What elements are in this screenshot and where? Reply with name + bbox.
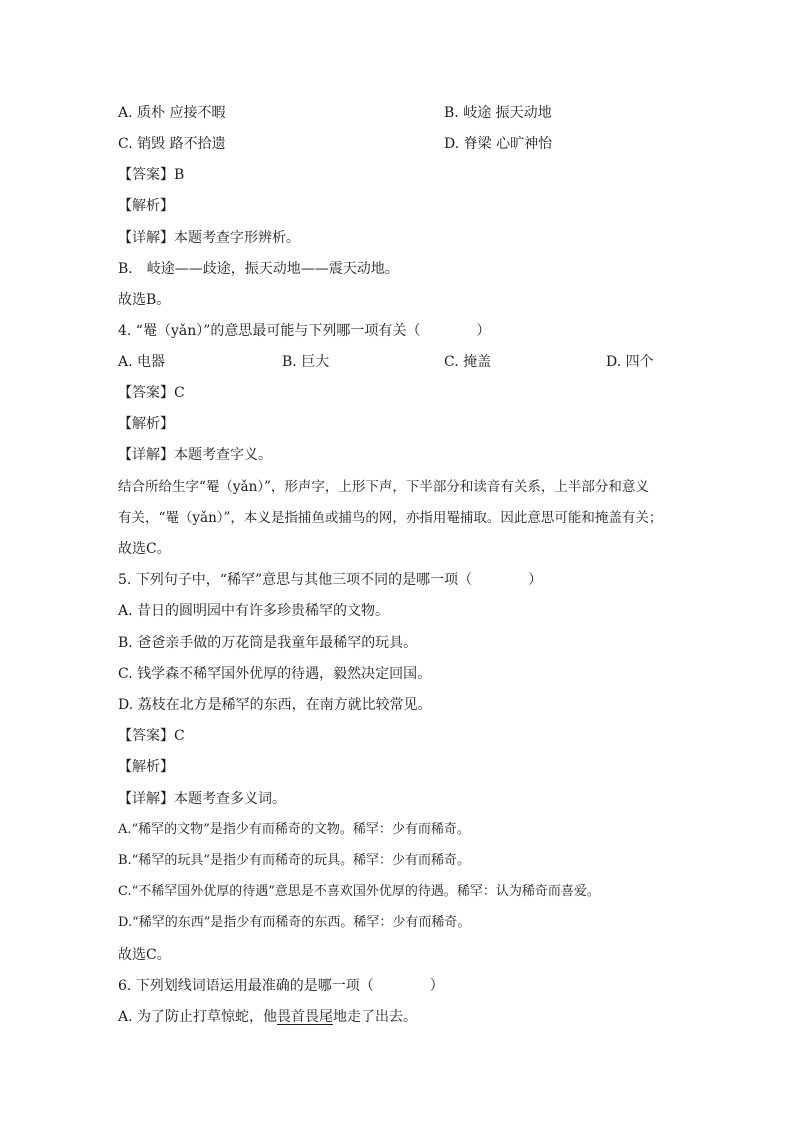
q5-option-d: D. 荔枝在北方是稀罕的东西，在南方就比较常见。 xyxy=(118,697,432,713)
q4-conclusion: 故选C。 xyxy=(118,541,171,557)
q5-explanation-a: A.“稀罕的文物”是指少有而稀奇的文物。稀罕：少有而稀奇。 xyxy=(118,822,470,837)
q5-explanation-d: D.“稀罕的东西”是指少有而稀奇的东西。稀罕：少有而稀奇。 xyxy=(118,915,471,930)
q3-explanation: B． 岐途——歧途，振天动地——震天动地。 xyxy=(118,261,399,277)
q3-option-a: A. 质朴 应接不暇 xyxy=(118,105,226,121)
q6-question: 6. 下列划线词语运用最准确的是哪一项（ ） xyxy=(118,978,444,994)
q6-option-a xyxy=(118,1008,417,1026)
q5-question: 5. 下列句子中，“稀罕”意思与其他三项不同的是哪一项（ ） xyxy=(118,572,543,588)
q3-option-d: D. 脊梁 心旷神怡 xyxy=(444,136,553,152)
q4-explanation-line2: 有关，“罨（yǎn）”，本义是指捕鱼或捕鸟的网，亦指用罨捕取。因此意思可能和掩盖有关； xyxy=(118,510,663,526)
q4-option-d: D. 四个 xyxy=(606,354,654,370)
q4-explanation-line1: 结合所给生字“罨（yǎn）”，形声字，上形下声，下半部分和读音有关系，上半部分和意义 xyxy=(118,479,649,495)
q5-answer: 【答案】C xyxy=(118,728,185,744)
q5-detail: 【详解】本题考查多义词。 xyxy=(118,791,286,807)
q3-detail: 【详解】本题考查字形辨析。 xyxy=(118,230,300,246)
q3-conclusion: 故选B。 xyxy=(118,292,171,308)
q6-option-a-suffix: 地走了出去。 xyxy=(333,1009,418,1025)
q4-option-b: B. 巨大 xyxy=(282,354,330,370)
q4-question: 4. “罨（yǎn）”的意思最可能与下列哪一项有关（ ） xyxy=(118,323,491,339)
q4-option-c: C. 掩盖 xyxy=(444,354,492,370)
q5-explanation-c: C.“不稀罕国外优厚的待遇”意思是不喜欢国外优厚的待遇。稀罕：认为稀奇而喜爱。 xyxy=(118,884,600,899)
q6-option-a-prefix: A. 为了防止打草惊蛇，他 xyxy=(118,1009,278,1025)
q5-option-c: C. 钱学森不稀罕国外优厚的待遇，毅然决定回国。 xyxy=(118,666,432,682)
q4-analysis-heading: 【解析】 xyxy=(118,416,174,432)
q3-option-c: C. 销毁 路不拾遗 xyxy=(118,136,226,152)
q4-detail: 【详解】本题考查字义。 xyxy=(118,447,272,463)
q5-option-b: B. 爸爸亲手做的万花筒是我童年最稀罕的玩具。 xyxy=(118,635,418,651)
q5-option-a: A. 昔日的圆明园中有许多珍贵稀罕的文物。 xyxy=(118,603,390,619)
q5-conclusion: 故选C。 xyxy=(118,947,171,963)
q3-option-b: B. 岐途 振天动地 xyxy=(444,105,552,121)
q3-answer: 【答案】B xyxy=(118,167,185,183)
q3-analysis-heading: 【解析】 xyxy=(118,198,174,214)
q4-option-a: A. 电器 xyxy=(118,354,166,370)
q4-answer: 【答案】C xyxy=(118,385,185,401)
q6-option-a-underlined: 畏首畏尾 xyxy=(277,1009,334,1025)
q5-explanation-b: B.“稀罕的玩具”是指少有而稀奇的玩具。稀罕：少有而稀奇。 xyxy=(118,853,470,868)
q5-analysis-heading: 【解析】 xyxy=(118,759,174,775)
